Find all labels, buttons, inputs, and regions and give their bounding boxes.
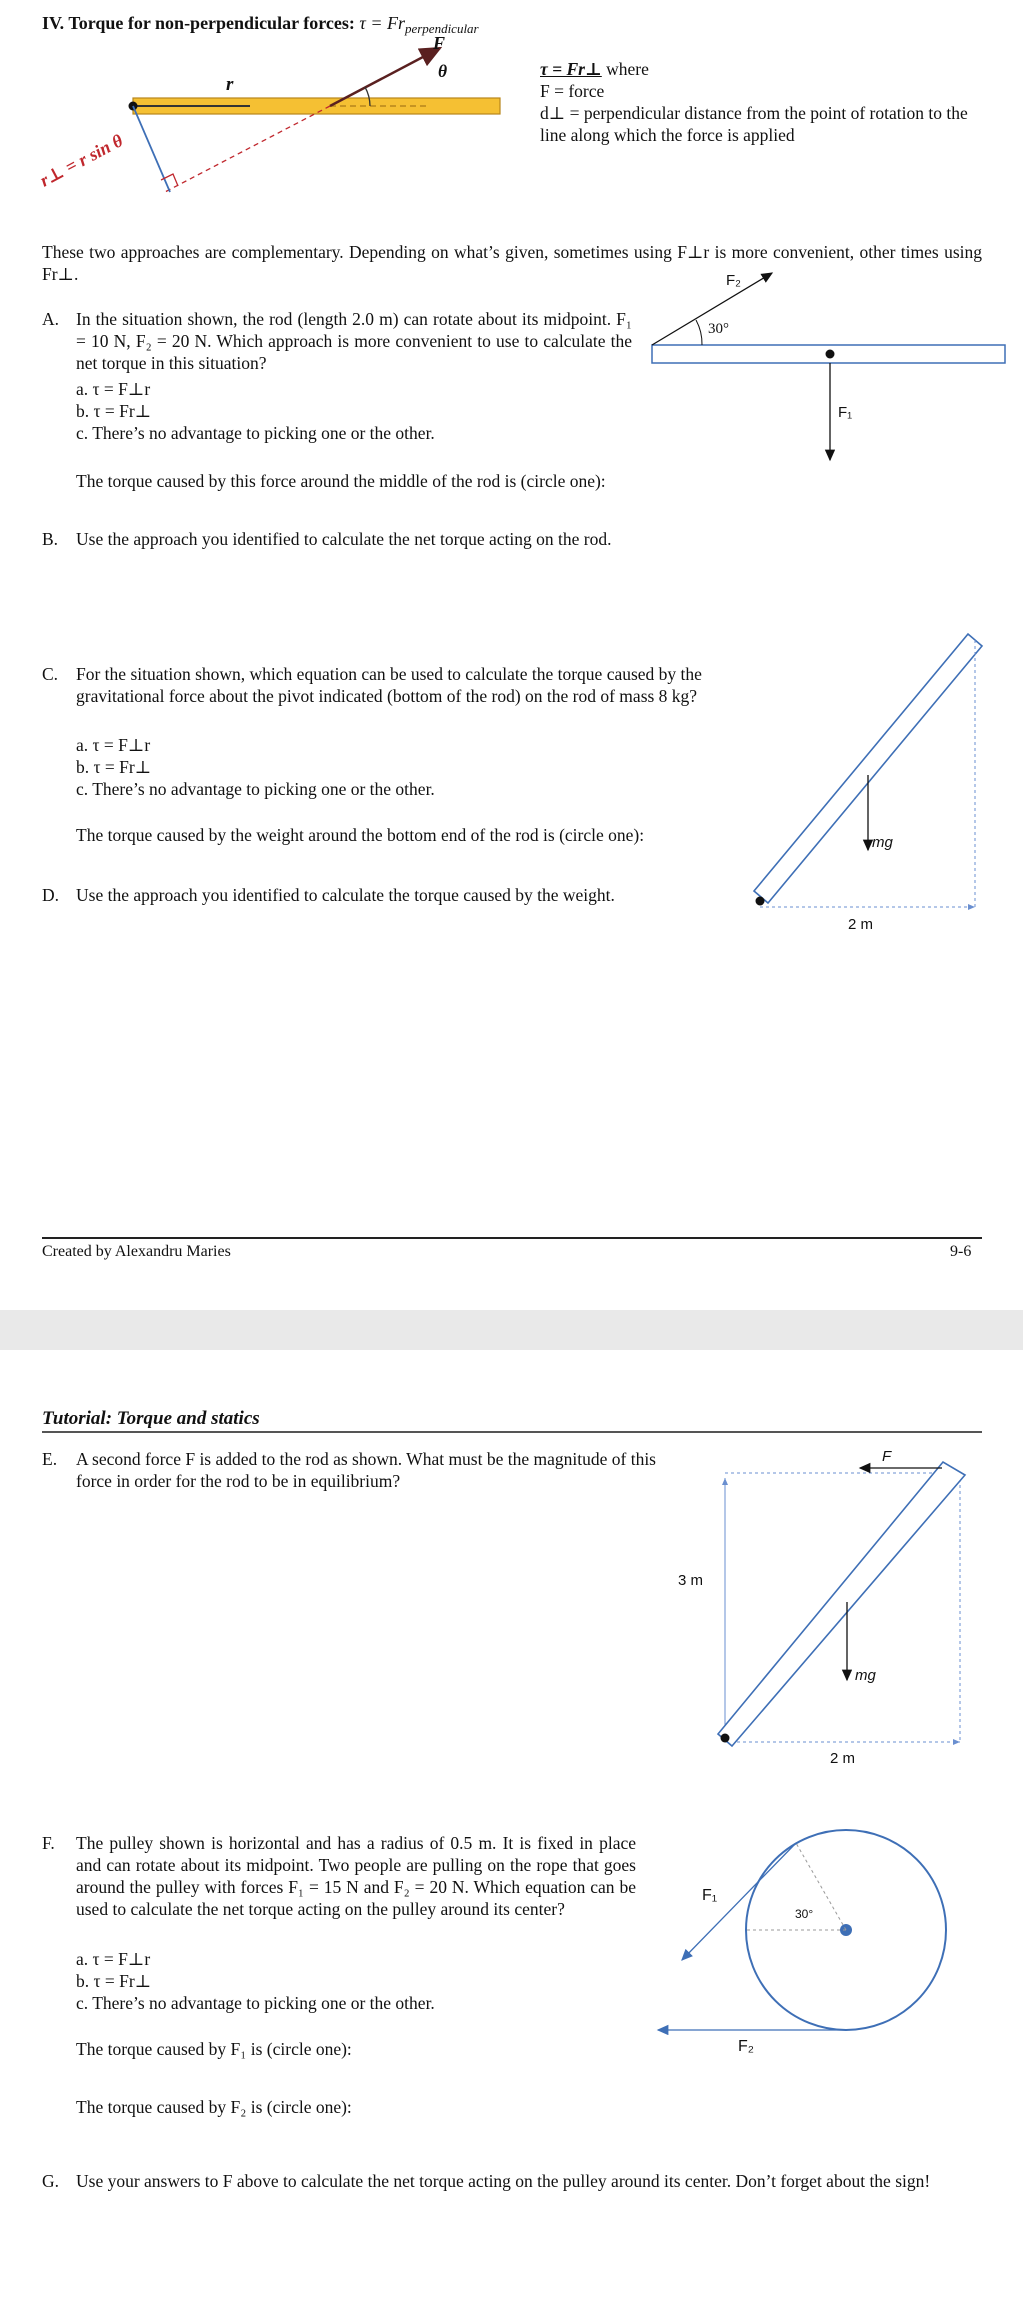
diagram-e-label-mg: mg [855, 1667, 876, 1684]
diagram-e-label-3m: 3 m [678, 1572, 704, 1589]
pivot-point [721, 1734, 730, 1743]
tilted-rod-diagram [730, 625, 1000, 915]
rperp-line [133, 106, 170, 192]
page-separator [0, 1310, 1023, 1350]
question-f-choices-f2 [108, 2120, 186, 2142]
diagram-a-label-F2: F₂ [726, 272, 741, 289]
f2-angle-arc [696, 320, 702, 345]
question-f-option-b[interactable]: b. τ = Fr⊥ [76, 1971, 152, 1991]
question-d-text: Use the approach you identified to calculate the torque caused by the weight. [76, 885, 615, 905]
question-f-prompt-f1: The torque caused by F₁ is (circle one): [76, 2039, 352, 2059]
question-e-letter: E. [42, 1449, 58, 1469]
question-c-option-a[interactable]: a. τ = F⊥r [76, 735, 151, 755]
question-e-text: A second force F is added to the rod as shown. What must be the magnitude of this force in order for the rod to be in equilibrium? [76, 1449, 656, 1491]
intro-paragraph: These two approaches are complementary. Depending on what’s given, sometimes using F⊥r is more convenient, other times using Fr⊥. [42, 242, 982, 284]
question-b-text: Use the approach you identified to calculate the net torque acting on the rod. [76, 529, 612, 549]
equilibrium-rod-diagram [710, 1440, 1000, 1760]
definition-block [540, 58, 649, 80]
tilted-rod [754, 634, 982, 903]
torque-angle-diagram [30, 30, 530, 220]
question-d-letter: D. [42, 885, 60, 905]
definition-force: F = force [540, 81, 605, 101]
definition-equation: τ = Fr⊥ [540, 59, 602, 79]
section-title: IV. Torque for non-perpendicular forces: $\tau = Fr_{perpendicular}$ [42, 13, 479, 36]
rod-two-forces-diagram [640, 260, 1020, 470]
pulley-diagram [650, 1825, 970, 2065]
section-title-subscript: perpendicular [404, 21, 479, 36]
diagram-c-label-mg: mg [872, 834, 893, 851]
diagram-f-label-F1: F₁ [702, 1887, 718, 1904]
section-title-equation: τ = Fr [359, 13, 405, 33]
question-f-choices-f1 [108, 2062, 186, 2084]
question-a-option-a[interactable]: a. τ = F⊥r [76, 379, 151, 399]
question-f-text: The pulley shown is horizontal and has a radius of 0.5 m. It is fixed in place and can rotate about its midpoint. Two people are pulling on the rope that goes around the pulley with forces F₁ = 15 N and F₂ = 20 N. Which equation can be used to calculate the net torque acting on the pulley around its center? [76, 1833, 636, 1919]
question-a-option-b[interactable]: b. τ = Fr⊥ [76, 401, 152, 421]
rod-midpoint [826, 350, 835, 359]
question-g-letter: G. [42, 2171, 60, 2191]
definition-distance: d⊥ = perpendicular distance from the point of rotation to the line along which the force is applied [540, 103, 968, 145]
tilted-rod [718, 1462, 965, 1746]
question-f-option-a[interactable]: a. τ = F⊥r [76, 1949, 151, 1969]
question-a-option-c[interactable]: c. There’s no advantage to picking one or the other. [76, 423, 435, 443]
question-f-letter: F. [42, 1833, 55, 1853]
diagram1-label-rperp: r⊥ = r sin θ [36, 130, 127, 191]
diagram-e-label-2m: 2 m [830, 1750, 856, 1767]
question-f-prompt-f2: The torque caused by F₂ is (circle one): [76, 2097, 352, 2117]
force-arrow [330, 48, 440, 106]
diagram-a-label-F1: F₁ [838, 404, 853, 421]
diagram1-label-F: F [433, 33, 446, 53]
tutorial-header: Tutorial: Torque and statics [42, 1408, 260, 1429]
question-a-text: In the situation shown, the rod (length 2.0 m) can rotate about its midpoint. F₁ = 10 N, F₂ = 20 N. Which approach is more convenient to use to calculate the net torque in this situation? [76, 309, 632, 373]
question-c-circle-choices [108, 850, 186, 872]
question-f-option-c[interactable]: c. There’s no advantage to picking one or the other. [76, 1993, 435, 2013]
header-rule [42, 1431, 982, 1433]
diagram-e-label-F: F [882, 1448, 892, 1465]
footer-author: Created by Alexandru Maries [42, 1243, 231, 1260]
question-c-circle-prompt: The torque caused by the weight around the bottom end of the rod is (circle one): [76, 825, 645, 845]
question-c-text: For the situation shown, which equation can be used to calculate the torque caused by the gravitational force about the pivot indicated (bottom of the rod) on the rod of mass 8 kg? [76, 664, 702, 706]
definition-where: where [606, 59, 649, 79]
footer-page-number: 9-6 [950, 1243, 972, 1260]
diagram-f-label-angle: 30° [795, 1907, 814, 1921]
question-c-option-b[interactable]: b. τ = Fr⊥ [76, 757, 152, 777]
question-b-letter: B. [42, 529, 59, 549]
question-a-letter: A. [42, 309, 60, 329]
question-c-letter: C. [42, 664, 59, 684]
diagram-a-label-angle: 30° [708, 321, 729, 337]
diagram-c-label-2m: 2 m [848, 916, 874, 933]
diagram-f-label-F2: F₂ [738, 2038, 754, 2055]
pivot-point [756, 897, 765, 906]
question-g-text: Use your answers to F above to calculate the net torque acting on the pulley around its center. Don’t forget about the sign! [76, 2171, 931, 2191]
force-line-extension [165, 106, 330, 192]
question-a-circle-choices [108, 494, 186, 516]
question-c-option-c[interactable]: c. There’s no advantage to picking one or the other. [76, 779, 435, 799]
footer-rule [42, 1237, 982, 1239]
diagram1-label-theta: θ [438, 61, 448, 81]
question-a-circle-prompt: The torque caused by this force around the middle of the rod is (circle one): [76, 471, 606, 491]
diagram1-label-r: r [226, 74, 234, 95]
